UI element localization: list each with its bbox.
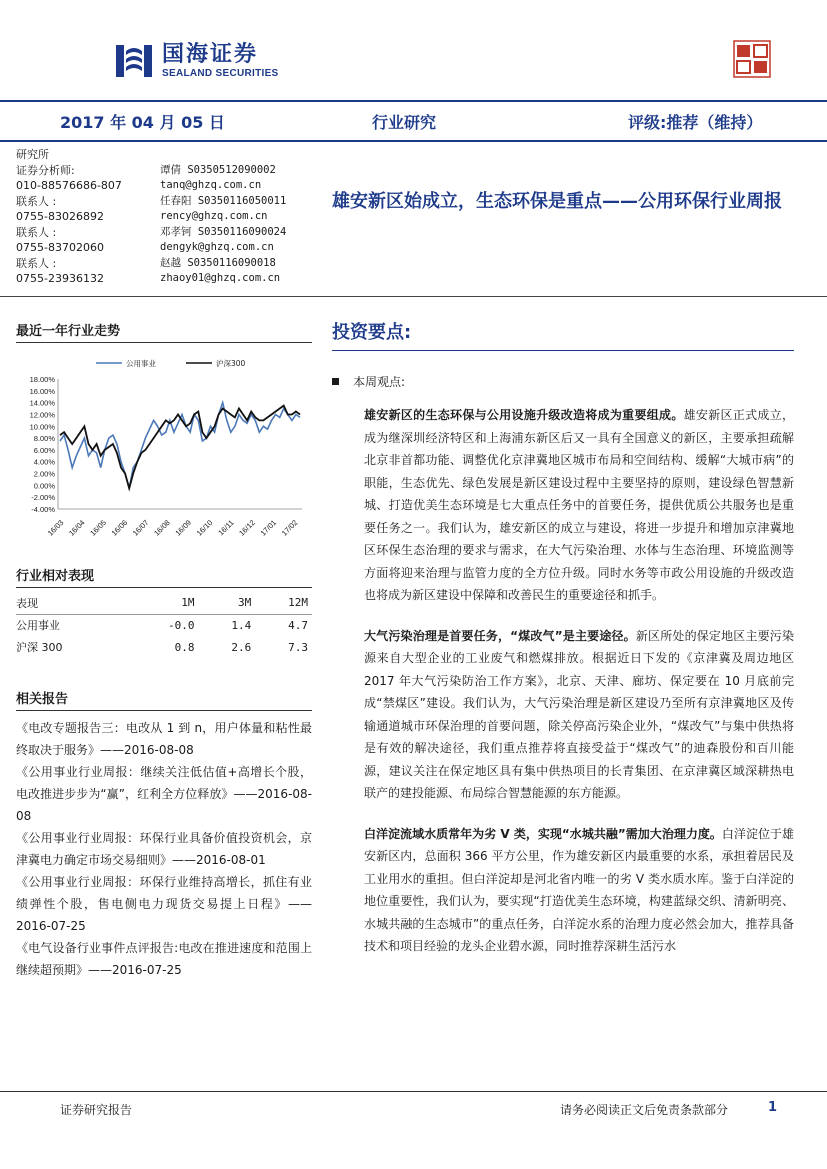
email-link[interactable]: dengyk@ghzq.com.cn: [160, 241, 274, 253]
bullet-view: 本周观点:: [332, 373, 794, 390]
analyst-row: 0755-83026892 rency@ghzq.com.cn: [16, 210, 268, 223]
analyst-row: 联系人 : 赵越 S0350116090018: [16, 256, 276, 270]
report-title: 雄安新区始成立，生态环保是重点——公用环保行业周报: [332, 191, 782, 212]
y-tick-label: 6.00%: [33, 445, 55, 455]
x-tick-label: 17/02: [279, 518, 300, 538]
y-tick-label: 14.00%: [29, 398, 55, 408]
related-reports-list: [16, 717, 312, 981]
page-number: 1: [768, 1100, 778, 1115]
x-tick-label: 16/09: [173, 518, 194, 538]
analyst-row: 证券分析师: 谭倩 S0350512090002: [16, 163, 276, 177]
table-row: 公用事业 -0.0 1.4 4.7: [16, 618, 308, 633]
series-line-hs300: [60, 406, 300, 489]
research-seal-icon: [733, 40, 771, 78]
analyst-row: 联系人 : 任春阳 S0350116050011: [16, 194, 287, 208]
y-tick-label: -2.00%: [31, 493, 55, 503]
x-tick-label: 16/10: [194, 518, 215, 538]
brand-name-cn: 国海证券: [162, 41, 259, 67]
y-tick-label: 4.00%: [33, 457, 55, 467]
trend-heading: 最近一年行业走势: [16, 320, 312, 343]
bullet-square-icon: [332, 378, 339, 385]
related-report-item[interactable]: 《公用事业行业周报：环保行业具备价值投资机会，京津冀电力确定市场交易细则》——2016-08-01: [16, 831, 312, 867]
logo-mark-icon: [114, 41, 154, 81]
related-heading: 相关报告: [16, 688, 312, 711]
report-rating: 评级:推荐（维持）: [628, 113, 763, 132]
analyst-row: 0755-83702060 dengyk@ghzq.com.cn: [16, 241, 274, 254]
analyst-contacts: [16, 147, 316, 287]
x-tick-label: 16/12: [237, 518, 257, 538]
y-tick-label: 16.00%: [29, 386, 55, 396]
brand-name-en: SEALAND SECURITIES: [162, 67, 279, 79]
y-tick-label: 0.00%: [33, 481, 55, 491]
report-header-bar: [0, 100, 827, 142]
perf-heading: 行业相对表现: [16, 565, 312, 588]
related-report-item[interactable]: 《电改专题报告三：电改从 1 到 n，用户体量和粘性最终取决于服务》——2016-08-08: [16, 721, 312, 757]
y-tick-label: 10.00%: [29, 422, 55, 432]
email-link[interactable]: zhaoy01@ghzq.com.cn: [160, 272, 281, 284]
x-tick-label: 16/08: [152, 518, 172, 538]
related-report-item[interactable]: 《公用事业行业周报：继续关注低估值+高增长个股，电改推进步步为“赢”，红利全方位释放》——2016-08-08: [16, 765, 312, 823]
y-tick-label: 8.00%: [33, 434, 55, 444]
analyst-row: 联系人 : 邓孝钶 S0350116090024: [16, 225, 287, 239]
x-tick-label: 17/01: [258, 518, 279, 538]
table-row: 表现 1M 3M 12M: [16, 592, 312, 614]
table-row: 沪深 300 0.8 2.6 7.3: [16, 640, 308, 654]
invest-paragraph: 雄安新区的生态环保与公用设施升级改造将成为重要组成。雄安新区正式成立，成为继深圳经济特区和上海浦东新区后又一具有全国意义的新区，主要承担疏解北京非首都功能、调整优化京津冀地区城市布局和空间结构、缓解“大城市病”的职能，生态优先、绿色发展是新区建设过程中主要坚持的原则，建设绿色智慧新城、打造优美生态环境是七大重点任务中的首要任务，提供优质公共服务也是重要任务之一。我们认为，雄安新区的成立与建设，将进一步提升和增加京津冀地区环保生态治理的要求与需求，在大气污染治理、水体与生态治理、环境监测等方面将迎来治理与监管力度的全方位升级。同时水务等市政公用设施的升级改造也将成为新区建设中保障和改善民生的重要途径和抓手。: [364, 408, 794, 602]
y-tick-label: 18.00%: [29, 375, 55, 384]
x-tick-label: 16/06: [109, 518, 130, 538]
email-link[interactable]: rency@ghzq.com.cn: [160, 210, 268, 222]
analyst-row: 研究所: [16, 148, 49, 161]
y-tick-label: -4.00%: [31, 505, 55, 514]
footer-disclaimer[interactable]: 请务必阅读正文后免责条款部分: [560, 1103, 729, 1117]
trend-chart: [16, 349, 312, 539]
report-date: 2017 年 04 月 05 日: [60, 113, 225, 132]
legend-label: 沪深300: [216, 359, 246, 368]
invest-paragraph: 大气污染治理是首要任务，“煤改气”是主要途径。新区所处的保定地区主要污染源来自大型企业的工业废气和燃煤排放。根据近日下发的《京津冀及周边地区 2017 年大气污染防治工作方案》，北京、天津、廊坊、保定要在 10 月底前完成“禁煤区”建设。我们认为，大气污染治理是新区建设乃至所有京津冀地区及传输通道城市环保治理的首要问题，除关停高污染企业外，“煤改气”与集中供热将是有效的解决途径，我们重点推荐将直接受益于“煤改气”的迪森股份和百川能源，建议关注在保定地区具有集中供热项目的长青集团、在京津冀区域深耕热电联产的建投能源、布局综合智慧能源的东方能源。: [364, 628, 794, 800]
analyst-row: 0755-23936132 zhaoy01@ghzq.com.cn: [16, 272, 281, 285]
x-tick-label: 16/11: [216, 518, 236, 538]
trend-chart-svg: [16, 349, 312, 539]
brand-logo: [114, 41, 279, 81]
x-tick-label: 16/05: [88, 518, 108, 538]
x-tick-label: 16/03: [45, 518, 66, 538]
legend-label: 公用事业: [126, 359, 156, 368]
report-category: 行业研究: [372, 113, 437, 132]
y-tick-label: 2.00%: [33, 469, 55, 479]
related-report-item[interactable]: 《电气设备行业事件点评报告:电改在推进速度和范围上继续超预期》——2016-07-25: [16, 941, 312, 977]
divider: [0, 296, 827, 297]
y-tick-label: 12.00%: [29, 410, 55, 420]
x-tick-label: 16/04: [67, 518, 87, 538]
footer-left: 证券研究报告: [60, 1103, 133, 1117]
footer-divider: [0, 1091, 827, 1092]
email-link[interactable]: tanq@ghzq.com.cn: [160, 179, 262, 191]
analyst-row: 010-88576686-807 tanq@ghzq.com.cn: [16, 179, 262, 192]
related-report-item[interactable]: 《公用事业行业周报：环保行业维持高增长，抓住有业绩弹性个股，售电侧电力现货交易提上日程》——2016-07-25: [16, 875, 312, 933]
x-tick-label: 16/07: [130, 518, 151, 538]
perf-table: [16, 592, 312, 658]
invest-paragraph: 白洋淀流域水质常年为劣 V 类，实现“水城共融”需加大治理力度。白洋淀位于雄安新区内，总面积 366 平方公里，作为雄安新区内最重要的水系，承担着居民及工业用水的重担。但白洋淀却是河北省内唯一的劣 V 类水质水库。鉴于白洋淀的地位重要性，我们认为，要实现“打造优美生态环境，构建蓝绿交织、清新明亮、水城共融的生态城市”的重点任务，白洋淀水系的治理力度必然会加大，推荐具备技术和项目经验的龙头企业碧水源，同时推荐深耕生活污水: [364, 826, 794, 953]
invest-heading: 投资要点:: [332, 318, 794, 351]
